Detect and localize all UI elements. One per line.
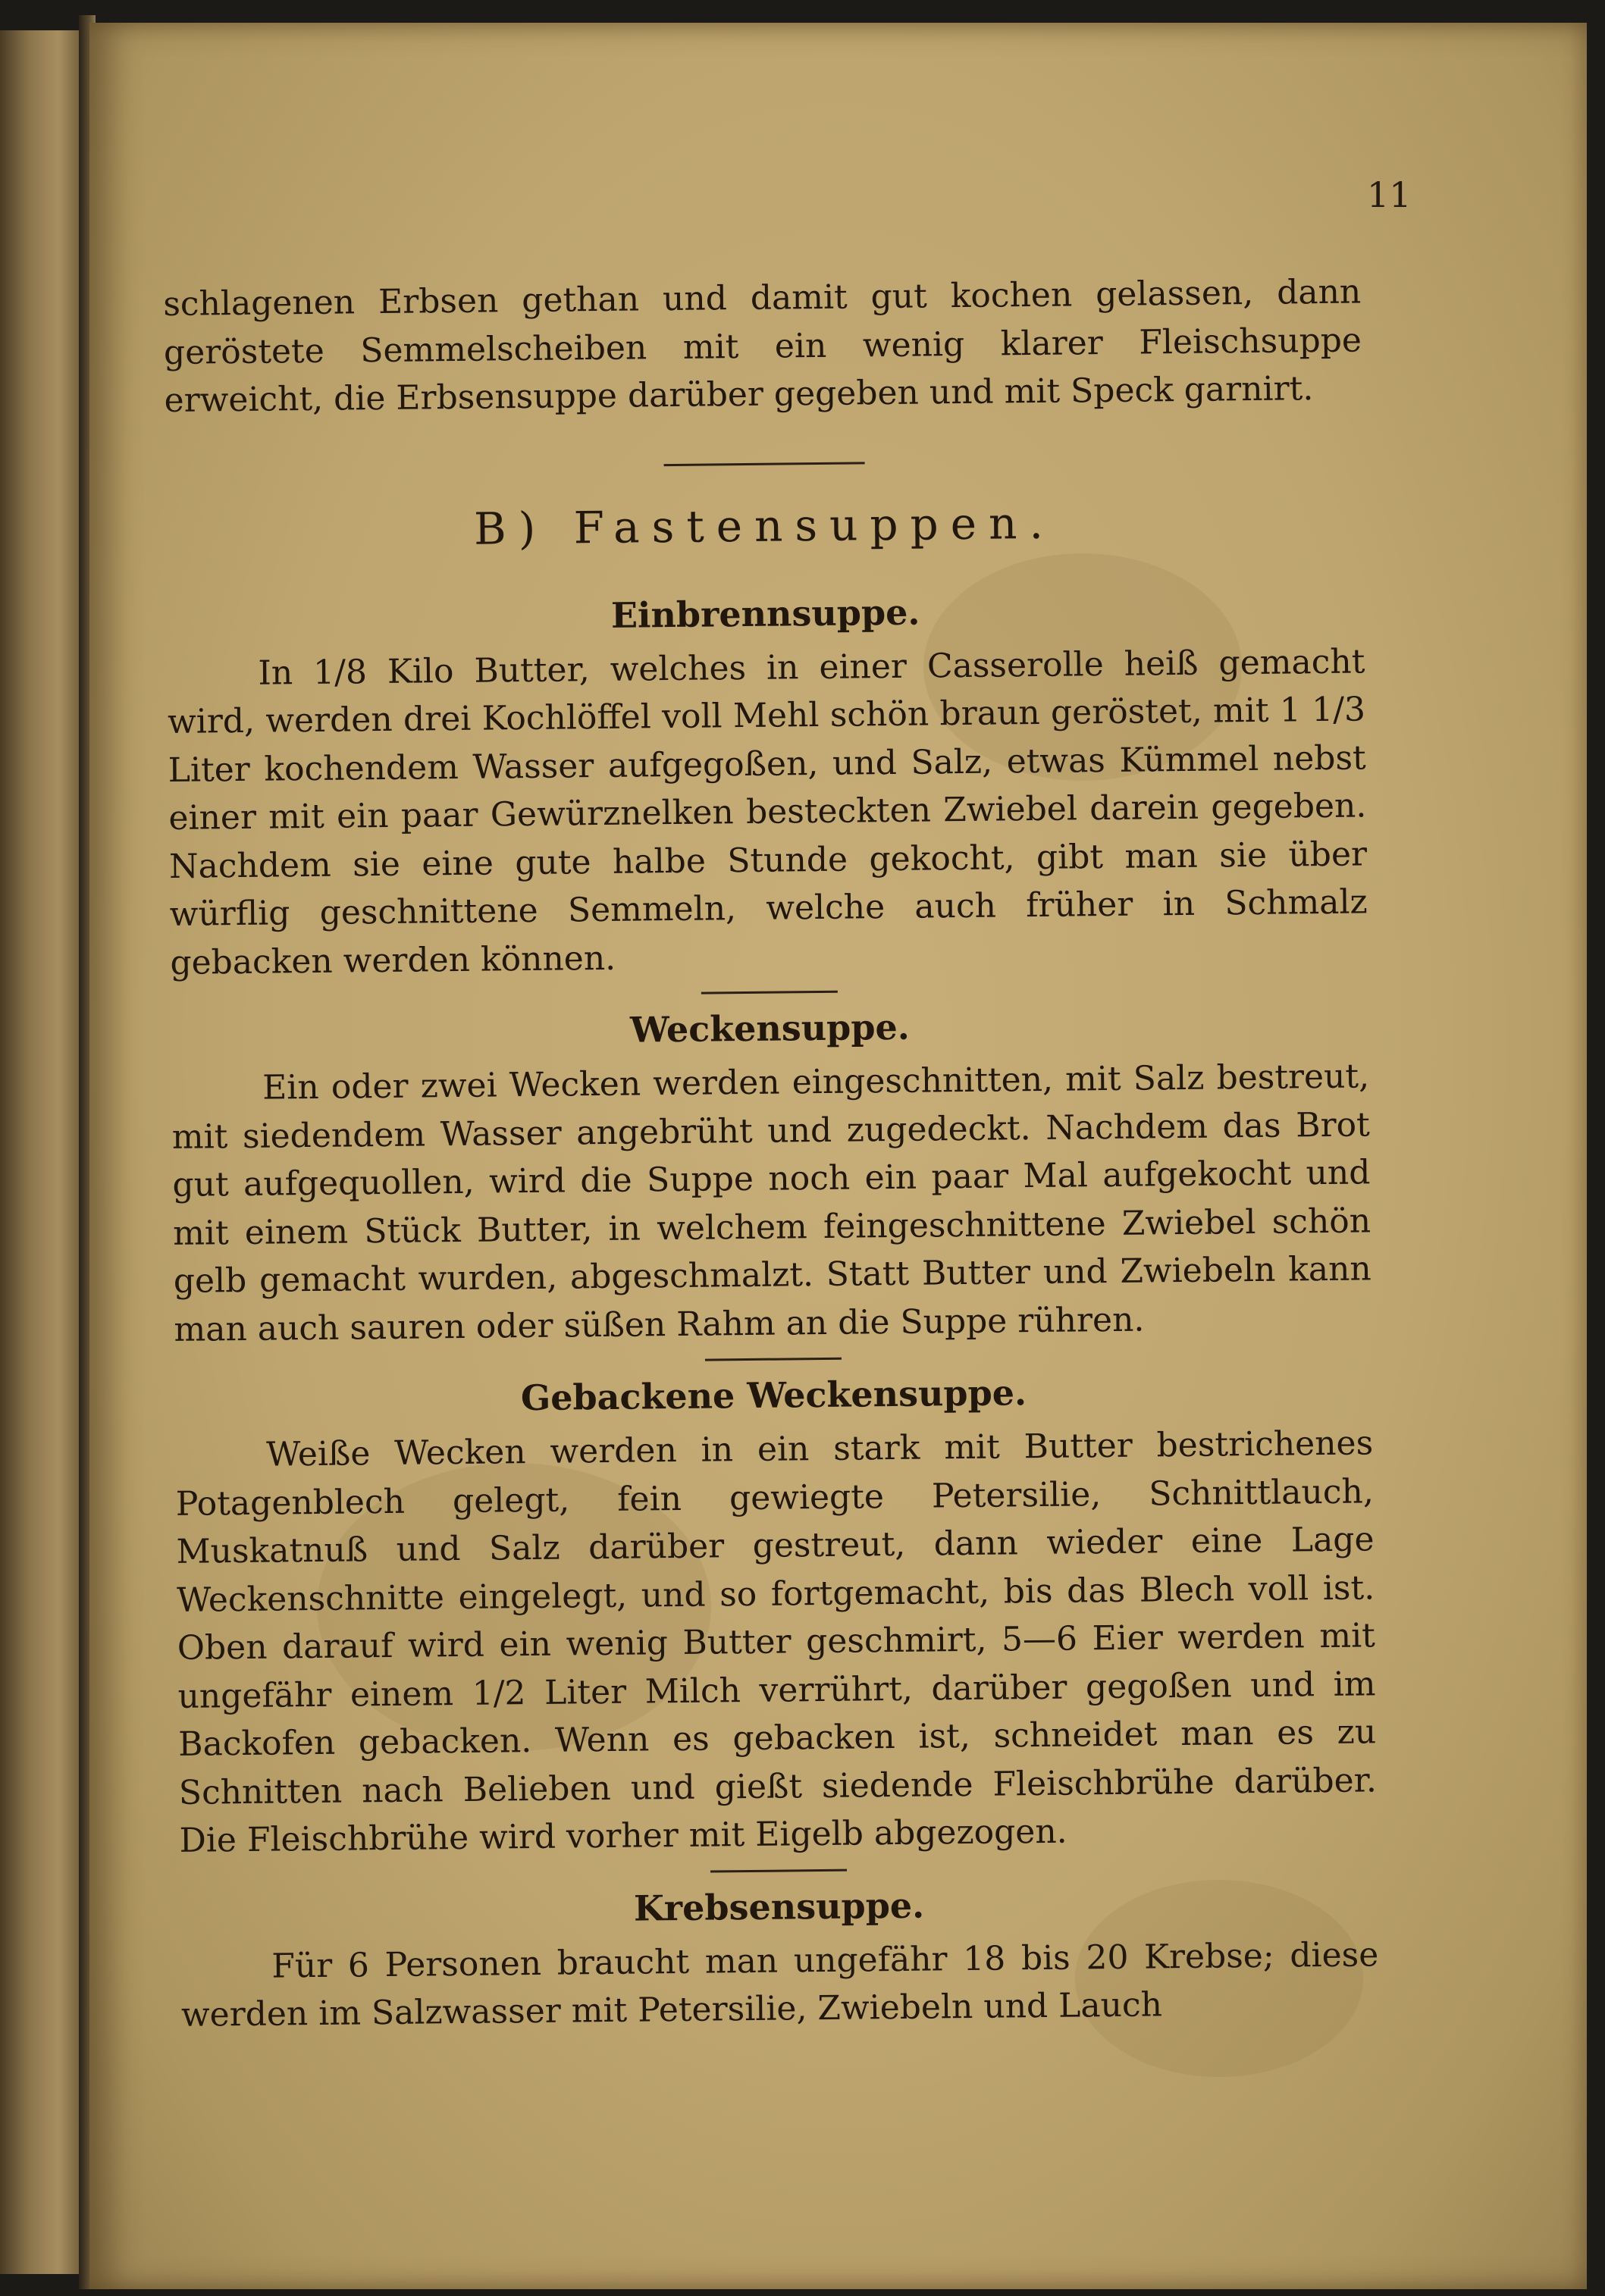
recipe-text: Ein oder zwei Wecken werden eingeschnitten, mit Salz bestreut, mit siedendem Wasser angebrüht und zugedeckt. Nachdem das Brot gut aufgequollen, wird die Suppe noch ein paar Mal aufgekocht und mit einem Stück Butter, in welchem feingeschnittene Zwiebel schön gelb gemacht wurden, abgeschmalzt. Statt Butter und Zwiebeln kann man auch sauren oder süßen Rahm an die Suppe rühren. — [171, 1057, 1372, 1349]
page-content — [163, 268, 1379, 2039]
recipe-krebsensuppe — [180, 1876, 1379, 2040]
recipe-einbrennsuppe — [166, 583, 1368, 987]
recipe-title: Krebsensuppe. — [633, 1884, 925, 1929]
page-number: 11 — [1367, 174, 1412, 215]
recipe-title: Gebackene Weckensuppe. — [520, 1372, 1027, 1419]
recipe-gebackene-weckensuppe — [174, 1364, 1378, 1865]
recipe-weckensuppe — [171, 998, 1372, 1354]
section-title: B) Fastensuppen. — [473, 496, 1056, 555]
recipe-text: Weiße Wecken werden in ein stark mit Butter bestrichenes Potagenblech gelegt, fein gewiegte Petersilie, Schnittlauch, Muskatnuß und Salz darüber gestreut, dann wieder eine Lage Weckenschnitte eingelegt, und so fortgemacht, bis das Blech voll ist. Oben darauf wird ein wenig Butter geschmirt, 5—6 Eier werden mit ungefähr einem 1/2 Liter Milch verrührt, darüber gegoßen und im Backofen gebacken. Wenn es gebacken ist, schneidet man es zu Schnitten nach Belieben und gießt siedende Fleischbrühe darüber. Die Fleischbrühe wird vorher mit Eigelb abgezogen. — [175, 1424, 1378, 1860]
recipe-text: Für 6 Personen braucht man ungefähr 18 bis 20 Krebse; diese werden im Salzwasser mit Petersilie, Zwiebeln und Lauch — [180, 1934, 1379, 2034]
recipe-text: In 1/8 Kilo Butter, welches in einer Casserolle heiß gemacht wird, werden drei Kochlöffel voll Mehl schön braun geröstet, mit 1 1/3 Liter kochendem Wasser aufgegoßen, und Salz, etwas Kümmel nebst einer mit ein paar Gewürznelken besteckten Zwiebel darein gegeben. Nachdem sie eine gute halbe Stunde gekocht, gibt man sie über würflig geschnittene Semmeln, welche auch früher in Schmalz gebacken werden können. — [167, 641, 1368, 982]
left-page-edge — [0, 30, 83, 2274]
recipe-divider — [701, 991, 838, 995]
section-divider — [663, 462, 864, 466]
intro-paragraph: schlagenen Erbsen gethan und damit gut kochen gelassen, dann geröstete Semmelscheiben mit ein wenig klarer Fleischsuppe erweicht, die Erbsensuppe darüber gegeben und mit Speck garnirt. — [163, 272, 1362, 420]
recipe-title: Einbrennsuppe. — [610, 591, 920, 636]
recipe-divider — [710, 1868, 847, 1872]
recipe-divider — [705, 1358, 842, 1361]
recipe-title: Weckensuppe. — [629, 1006, 911, 1051]
